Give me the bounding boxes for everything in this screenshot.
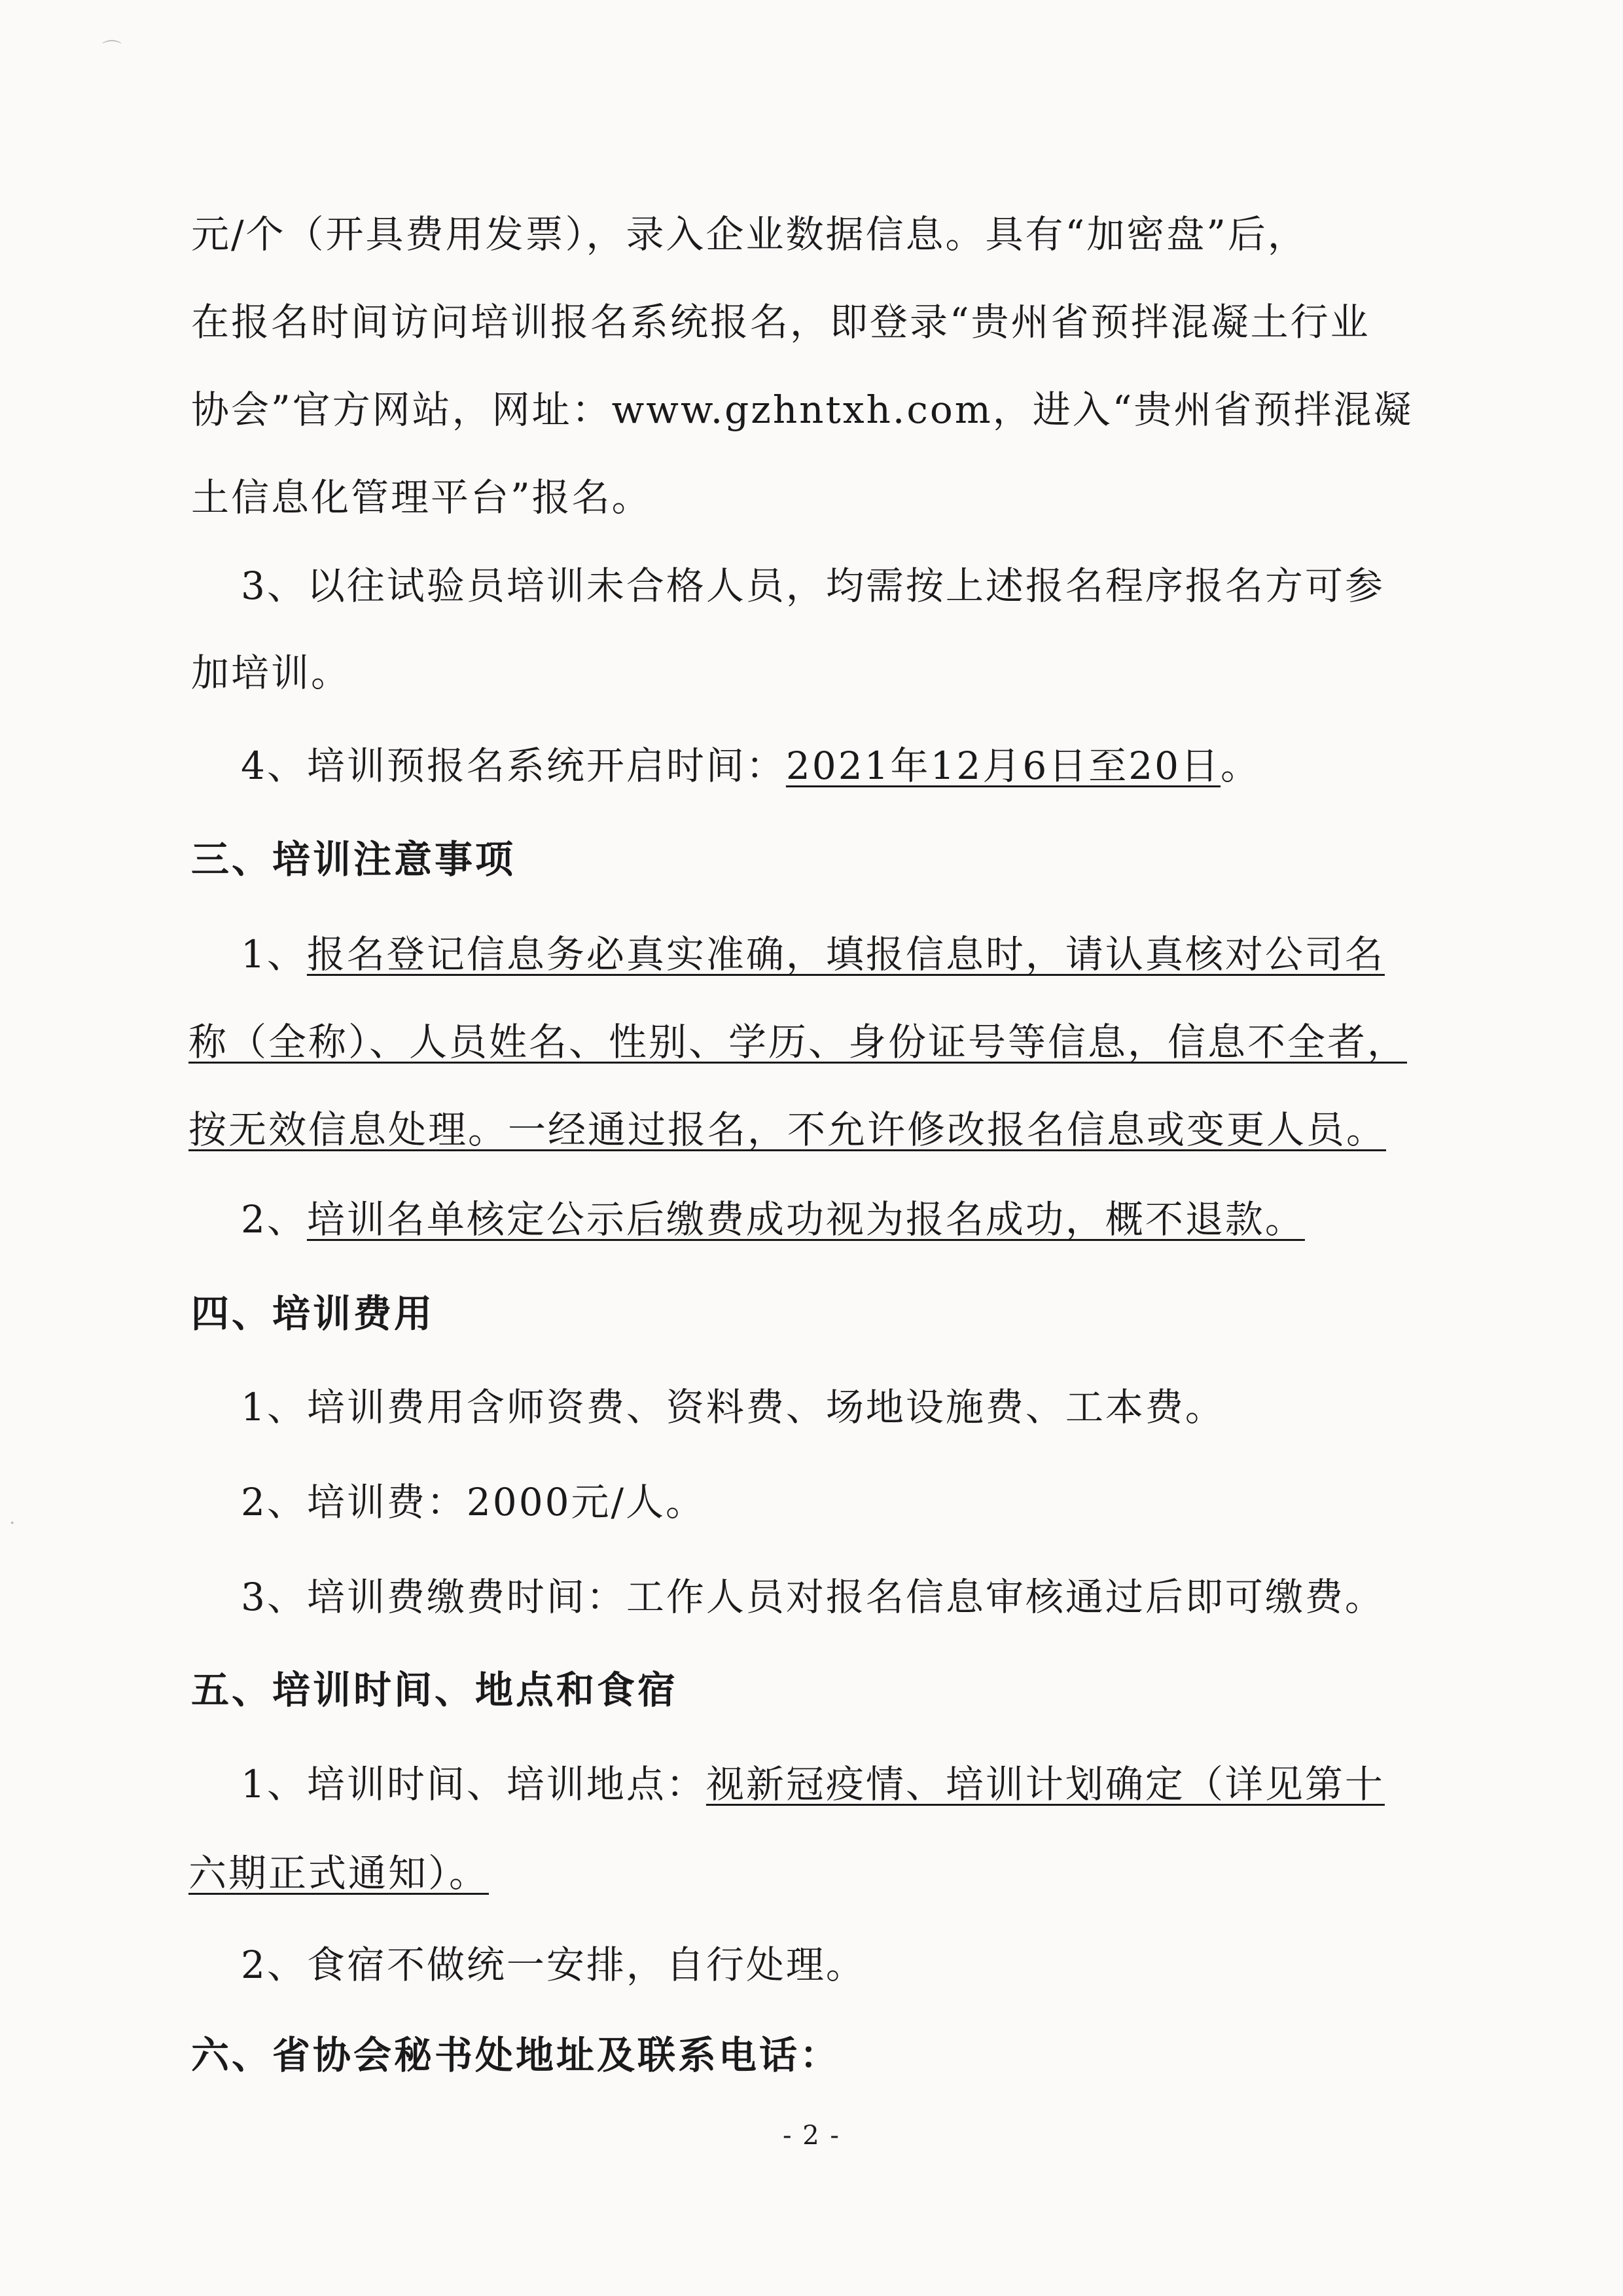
paragraph-line: 2、食宿不做统一安排，自行处理。 [241, 1943, 866, 1987]
paragraph-line: 1、培训费用含师资费、资料费、场地设施费、工本费。 [241, 1385, 1225, 1429]
section-heading: 三、培训注意事项 [191, 837, 516, 882]
registration-period-line: 4、培训预报名系统开启时间：2021年12月6日至20日。 [241, 744, 1261, 788]
paragraph-line: 加培训。 [191, 651, 351, 695]
paragraph-line: 在报名时间访问培训报名系统报名，即登录“贵州省预拌混凝土行业 [191, 300, 1370, 344]
notice-line: 1、培训时间、培训地点：视新冠疫情、培训计划确定（详见第十 [241, 1762, 1385, 1806]
registration-period-date: 2021年12月6日至20日 [785, 744, 1221, 788]
notice-line: 称（全称）、人员姓名、性别、学历、身份证号等信息，信息不全者， [188, 1020, 1408, 1064]
section-heading: 六、省协会秘书处地址及联系电话： [191, 2033, 841, 2077]
fee-amount-line: 2、培训费：2000元/人。 [241, 1480, 706, 1524]
scan-mark: · [9, 1512, 16, 1535]
paragraph-line: 3、培训费缴费时间：工作人员对报名信息审核通过后即可缴费。 [241, 1575, 1385, 1619]
scan-mark: ⌒ [102, 39, 122, 62]
notice-line: 六期正式通知）。 [188, 1851, 490, 1895]
notice-line: 1、报名登记信息务必真实准确，填报信息时，请认真核对公司名 [241, 932, 1385, 977]
paragraph-line: 土信息化管理平台”报名。 [191, 475, 652, 520]
page-number: - 2 - [783, 2121, 840, 2151]
paragraph-line: 元/个（开具费用发票），录入企业数据信息。具有“加密盘”后， [191, 212, 1308, 257]
section-heading: 四、培训费用 [191, 1291, 435, 1336]
paragraph-line: 协会”官方网站，网址：www.gzhntxh.com，进入“贵州省预拌混凝 [191, 387, 1414, 432]
section-heading: 五、培训时间、地点和食宿 [191, 1668, 679, 1712]
notice-line: 按无效信息处理。一经通过报名，不允许修改报名信息或变更人员。 [188, 1107, 1387, 1152]
paragraph-line: 3、以往试验员培训未合格人员，均需按上述报名程序报名方可参 [241, 564, 1385, 608]
notice-line: 2、培训名单核定公示后缴费成功视为报名成功，概不退款。 [241, 1197, 1305, 1242]
